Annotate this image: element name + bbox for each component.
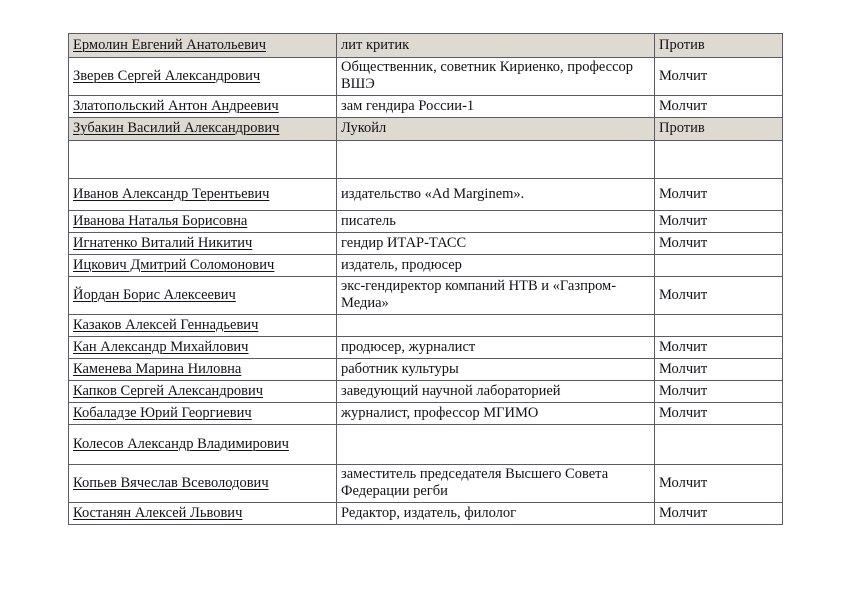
person-description: гендир ИТАР-ТАСС [341,234,467,251]
status-value: Молчит [659,504,708,521]
table-cell-name [69,255,337,277]
table-cell-status [655,381,783,403]
table-row [69,337,783,359]
table-cell-name [69,233,337,255]
table-cell-name [69,381,337,403]
table-row [69,233,783,255]
person-description: журналист, профессор МГИМО [341,404,539,421]
table-cell-status [655,465,783,503]
person-name: Казаков Алексей Геннадьевич [73,316,259,333]
table-cell-description [337,233,655,255]
person-name: Кобаладзе Юрий Георгиевич [73,404,252,421]
table-cell-description [337,503,655,525]
person-name: Капков Сергей Александрович [73,382,264,399]
person-name: Колесов Александр Владимирович [73,435,289,452]
status-value: Молчит [659,212,708,229]
table-row [69,403,783,425]
person-name: Златопольский Антон Андреевич [73,97,279,114]
table-cell-description [337,337,655,359]
table-row [69,179,783,211]
person-description: Редактор, издатель, филолог [341,504,517,521]
table-cell-status [655,118,783,141]
table-row [69,359,783,381]
person-name: Зверев Сергей Александрович [73,67,261,84]
person-name: Ицкович Дмитрий Соломонович [73,256,275,273]
table-row [69,96,783,118]
person-name: Кан Александр Михайлович [73,338,249,355]
table-row [69,34,783,58]
table-cell-name [69,118,337,141]
table-cell-name [69,503,337,525]
table-cell-status [655,359,783,381]
person-description: работник культуры [341,360,459,377]
person-description: экс-гендиректор компаний НТВ и «Газпром-Медиа» [341,278,617,311]
table-row [69,255,783,277]
table-row [69,315,783,337]
table-cell-name [69,315,337,337]
status-value: Молчит [659,286,708,303]
status-value: Молчит [659,234,708,251]
person-name: Иванов Александр Терентьевич [73,185,270,202]
status-value: Против [659,36,705,53]
table-cell-description [337,118,655,141]
table-cell-status [655,96,783,118]
status-value: Молчит [659,97,708,114]
table-cell-description [337,58,655,96]
table-cell-name [69,34,337,58]
table-cell-name [69,359,337,381]
person-description: заведующий научной лабораторией [341,382,561,399]
table-cell-name [69,403,337,425]
person-description: Лукойл [341,120,387,136]
table-cell-name [69,465,337,503]
table-cell-name [69,141,337,179]
table-row [69,425,783,465]
table-cell-description [337,381,655,403]
table-cell-status [655,58,783,96]
table-row [69,465,783,503]
table-cell-description [337,141,655,179]
table-cell-description [337,211,655,233]
status-value: Молчит [659,67,708,84]
table-cell-name [69,179,337,211]
table-cell-name [69,96,337,118]
table-cell-name [69,425,337,465]
table-cell-status [655,503,783,525]
person-name: Ермолин Евгений Анатольевич [73,36,266,53]
status-value: Молчит [659,185,708,202]
person-name: Иванова Наталья Борисовна [73,212,248,229]
table-cell-description [337,403,655,425]
status-value: Молчит [659,404,708,421]
status-value: Против [659,120,705,136]
table-cell-status [655,403,783,425]
person-description: заместитель председателя Высшего Совета Федерации регби [341,466,609,499]
table-body [69,34,783,525]
table-row [69,503,783,525]
person-description: продюсер, журналист [341,338,476,355]
table-row [69,381,783,403]
table-cell-status [655,233,783,255]
table-row [69,277,783,315]
table-cell-description [337,425,655,465]
person-name: Йордан Борис Алексеевич [73,286,236,303]
person-description: издательство «Ad Marginem». [341,185,525,202]
table-cell-status [655,277,783,315]
person-description: издатель, продюсер [341,256,462,273]
table-cell-description [337,315,655,337]
table-cell-description [337,465,655,503]
person-name: Каменева Марина Ниловна [73,360,242,377]
table-cell-status [655,34,783,58]
person-name: Костанян Алексей Львович [73,504,243,521]
table-cell-description [337,255,655,277]
table-row [69,141,783,179]
person-name: Игнатенко Виталий Никитич [73,234,253,251]
person-name: Зубакин Василий Александрович [73,120,280,136]
table-cell-description [337,277,655,315]
signatories-table [68,33,783,525]
table-cell-status [655,337,783,359]
person-description: писатель [341,212,396,229]
table-cell-status [655,179,783,211]
person-name: Копьев Вячеслав Всеволодович [73,474,269,491]
table-cell-status [655,255,783,277]
status-value: Молчит [659,474,708,491]
person-description: лит критик [341,36,410,53]
person-description: зам гендира России-1 [341,97,475,114]
person-description: Общественник, советник Кириенко, профессор ВШЭ [341,59,634,92]
table-cell-name [69,277,337,315]
table-cell-status [655,141,783,179]
table-row [69,118,783,141]
table-cell-description [337,179,655,211]
table-cell-description [337,96,655,118]
status-value: Молчит [659,382,708,399]
status-value: Молчит [659,360,708,377]
table-cell-status [655,315,783,337]
table-row [69,58,783,96]
table-cell-name [69,58,337,96]
table-cell-name [69,211,337,233]
table-cell-description [337,359,655,381]
status-value: Молчит [659,338,708,355]
table-cell-status [655,425,783,465]
table-cell-status [655,211,783,233]
table-cell-description [337,34,655,58]
table-cell-name [69,337,337,359]
table-row [69,211,783,233]
